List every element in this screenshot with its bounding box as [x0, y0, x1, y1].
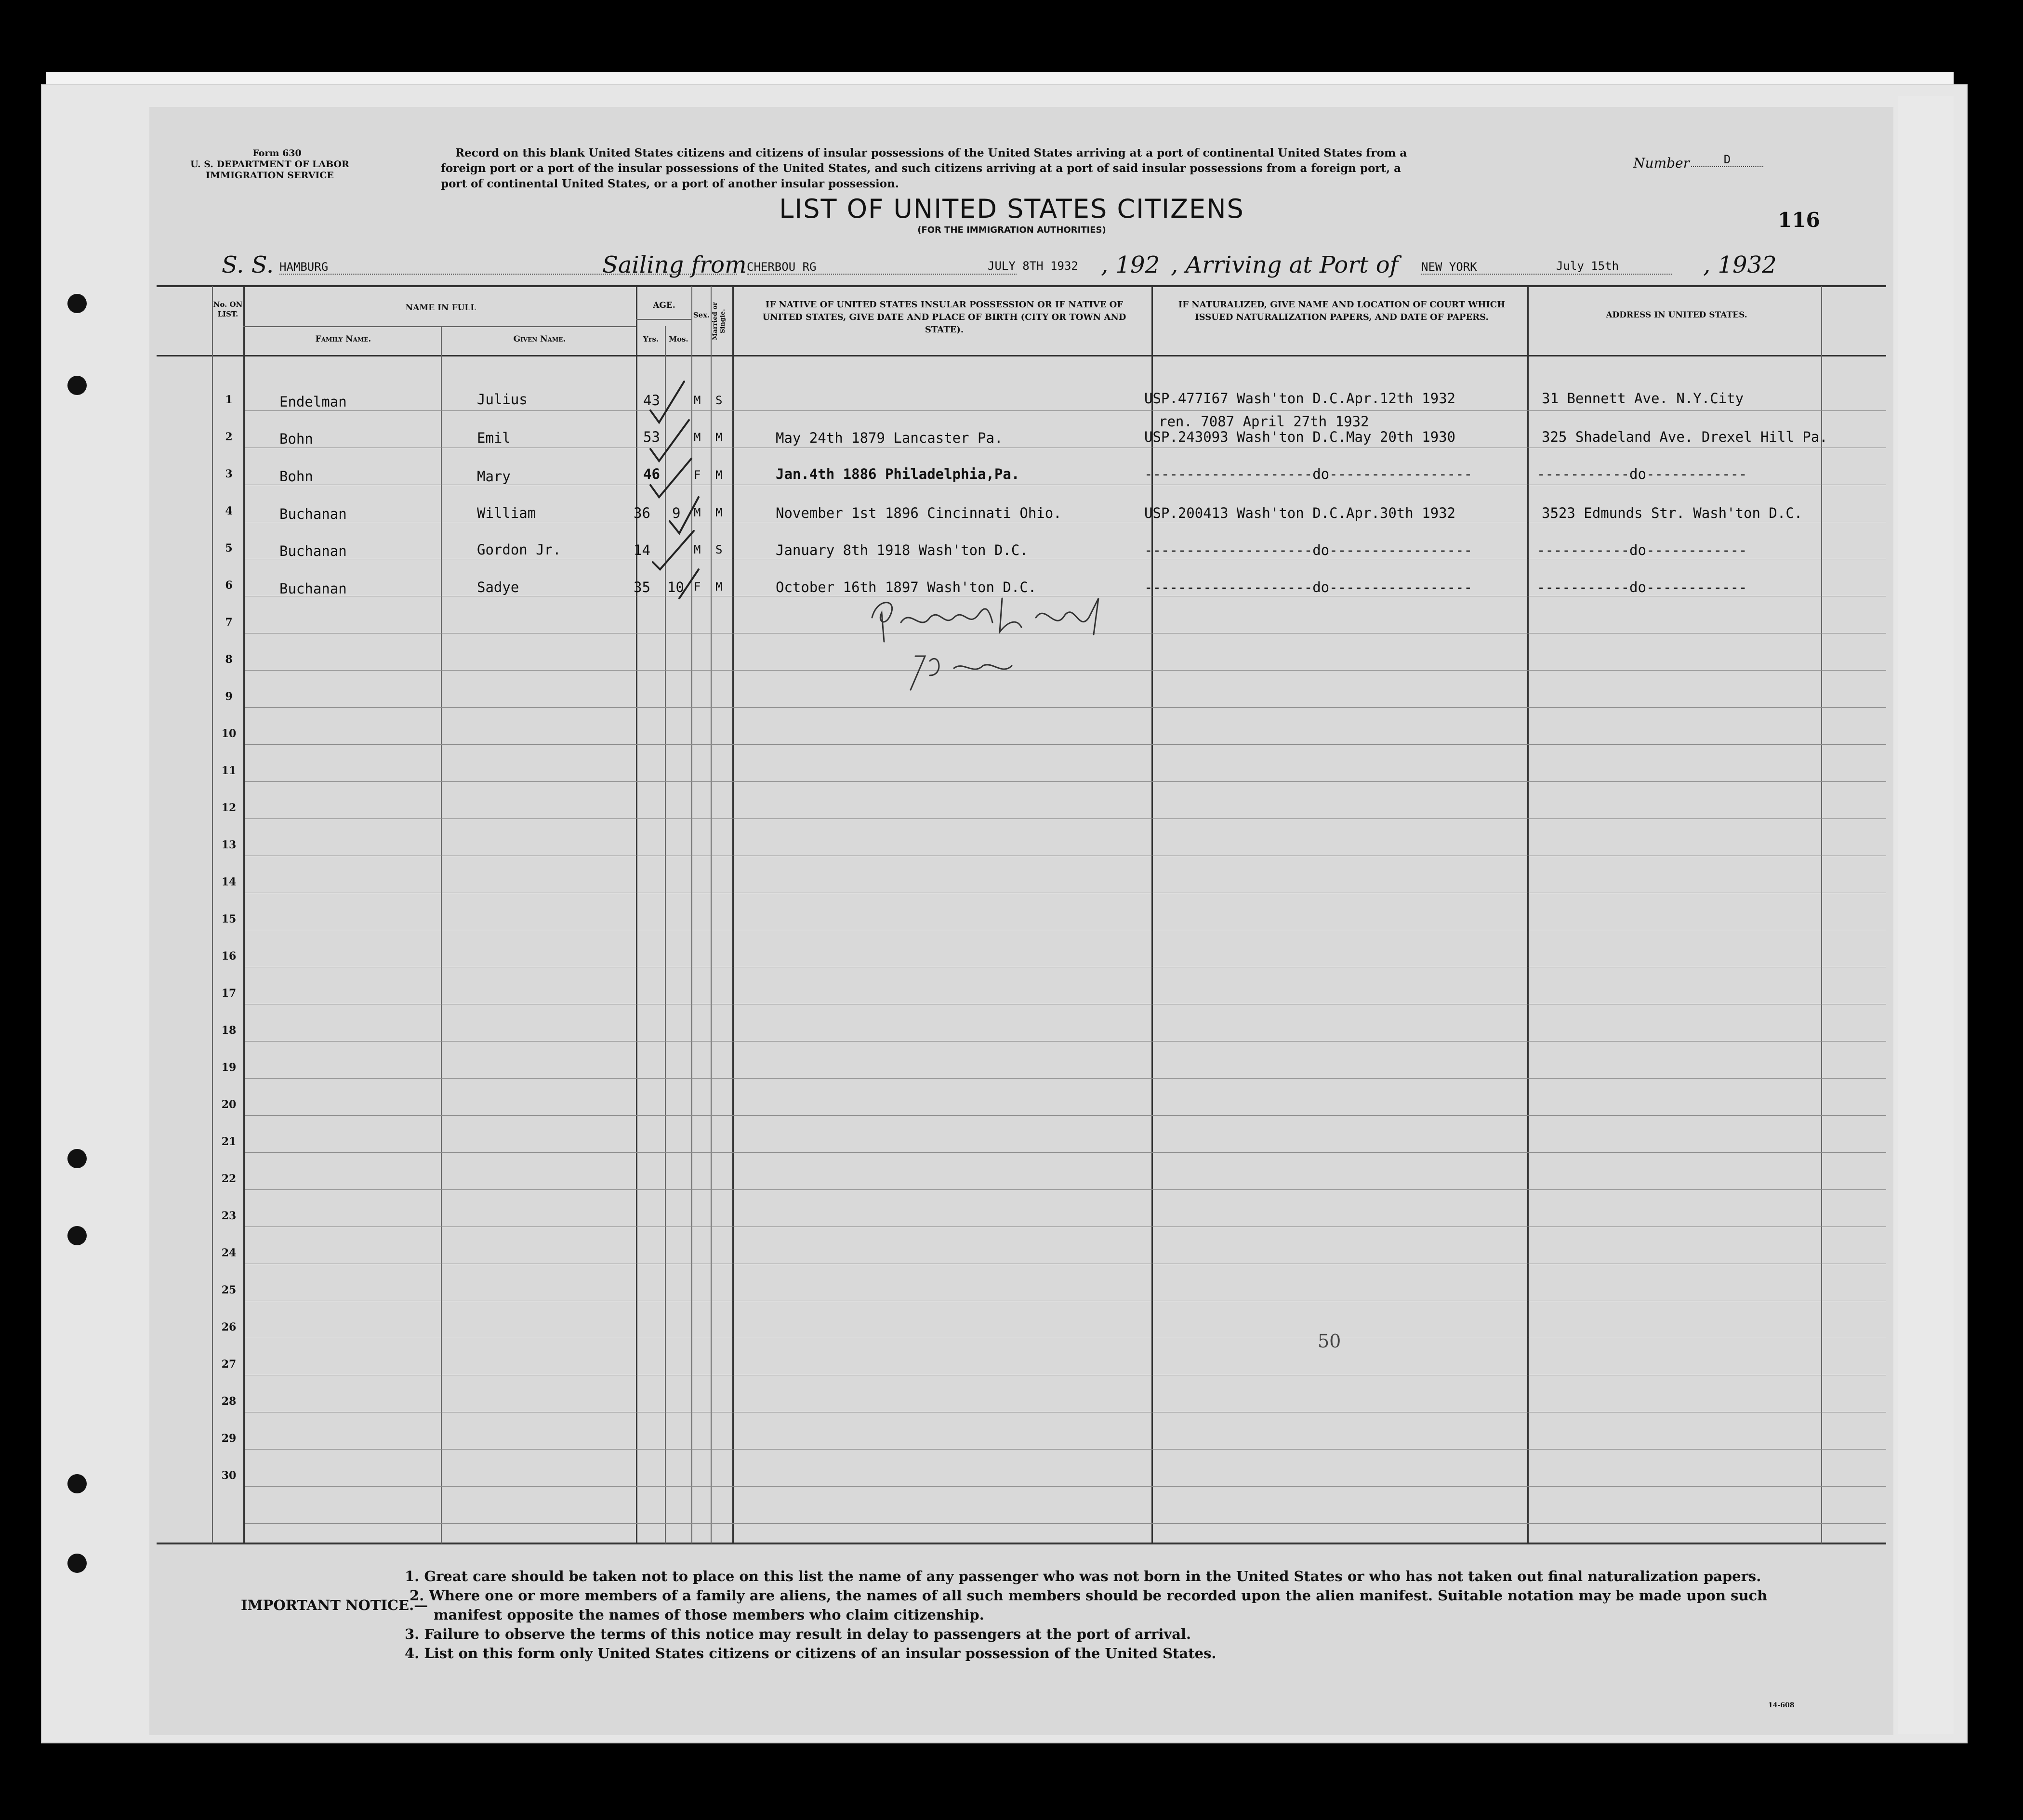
notice-item: 1. Great care should be taken not to place on this list the name of any passenger who was not born in the United States or who has not taken out final naturalization papers. [405, 1568, 1761, 1584]
given-name: Gordon Jr. [477, 541, 561, 558]
header-name-in-full: NAME IN FULL [405, 303, 476, 313]
sex: M [694, 506, 701, 519]
row-number: 30 [221, 1469, 237, 1482]
notice-item: 4. List on this form only United States citizens or citizens of an insular possession of the United States. [405, 1645, 1216, 1662]
row-number: 5 [225, 542, 233, 554]
age-years: 36 [634, 505, 650, 521]
notice-item: manifest opposite the names of those members who claim citizenship. [434, 1607, 984, 1623]
binder-hole [67, 1474, 87, 1493]
row-number: 29 [221, 1432, 237, 1445]
given-name: Mary [477, 468, 511, 485]
row-number: 17 [221, 987, 237, 1000]
row-number: 25 [221, 1284, 237, 1296]
binder-hole [67, 1149, 87, 1168]
column-divider [1527, 286, 1529, 1543]
marital-status: M [715, 580, 723, 593]
header-no: No. ON LIST. [213, 300, 243, 318]
family-name: Buchanan [279, 543, 347, 559]
row-number: 6 [225, 579, 233, 592]
row-number: 4 [225, 505, 233, 517]
notice-item: 3. Failure to observe the terms of this notice may result in delay to passengers at the port of arrival. [405, 1626, 1191, 1642]
birth-details: January 8th 1918 Wash'ton D.C. [776, 542, 1028, 558]
birth-details: November 1st 1896 Cincinnati Ohio. [776, 505, 1062, 521]
header-family-name: Family Name. [315, 334, 371, 344]
row-rule [245, 707, 1886, 708]
us-address: 325 Shadeland Ave. Drexel Hill Pa. [1542, 429, 1828, 445]
row-number: 20 [221, 1098, 237, 1111]
row-number: 13 [221, 839, 237, 851]
row-rule [245, 1449, 1886, 1450]
given-name: Sadye [477, 579, 519, 595]
binder-hole [67, 294, 87, 313]
column-divider [212, 286, 213, 1543]
given-name: Julius [477, 391, 528, 408]
row-number: 27 [221, 1358, 237, 1371]
row-number: 2 [225, 431, 233, 443]
notice-title: IMPORTANT NOTICE.— [241, 1597, 428, 1613]
binder-hole [67, 1226, 87, 1245]
header-given-name: Given Name. [513, 334, 566, 344]
marital-status: M [715, 506, 723, 519]
birth-details: May 24th 1879 Lancaster Pa. [776, 430, 1003, 446]
row-number: 19 [221, 1061, 237, 1074]
sex: F [694, 580, 701, 593]
number-label: Number [1633, 155, 1690, 171]
header-address: ADDRESS IN UNITED STATES. [1606, 310, 1747, 320]
row-number: 24 [221, 1247, 237, 1259]
form-number: Form 630 [252, 148, 302, 158]
sailing-port: CHERBOU RG [747, 260, 1017, 275]
table-top-border [157, 285, 1886, 287]
row-rule [245, 1189, 1886, 1190]
column-divider [441, 326, 442, 1543]
number-value: D [1691, 153, 1763, 167]
row-number: 11 [221, 765, 237, 777]
us-address: 3523 Edmunds Str. Wash'ton D.C. [1542, 505, 1803, 521]
sailing-year-print: , 192 [1101, 251, 1160, 278]
checkmark [650, 459, 691, 497]
header-sex: Sex. [693, 311, 710, 319]
row-rule [245, 1486, 1886, 1487]
record-line: Record on this blank United States citizens and citizens of insular possessions of the United States arriving at a port of continental United States from a [455, 146, 1407, 159]
checkmark [679, 569, 699, 598]
us-address: -----------do------------ [1537, 579, 1747, 595]
row-number: 9 [225, 690, 233, 703]
age-years: 43 [643, 392, 660, 409]
row-number: 21 [221, 1135, 237, 1148]
row-rule [245, 1523, 1886, 1524]
row-rule [245, 818, 1886, 819]
row-rule [245, 410, 1886, 411]
ship-name: HAMBURG [279, 260, 737, 275]
table-bottom-border [157, 1543, 1886, 1544]
marital-status: M [715, 431, 723, 444]
row-rule [245, 744, 1886, 745]
naturalization: USP.243093 Wash'ton D.C.May 20th 1930 [1144, 429, 1456, 445]
row-number: 8 [225, 653, 233, 666]
inspector-signature [862, 589, 1171, 704]
us-address: 31 Bennett Ave. N.Y.City [1542, 390, 1744, 407]
manifest-page [149, 107, 1893, 1735]
row-number: 1 [225, 394, 233, 406]
age-years: 53 [643, 429, 660, 445]
arrival-year-print: , 1932 [1703, 251, 1777, 278]
row-number: 23 [221, 1210, 237, 1222]
row-rule [245, 781, 1886, 782]
column-divider [732, 286, 734, 1543]
checkmark [650, 382, 684, 422]
department: U. S. DEPARTMENT OF LABOR [190, 159, 349, 170]
sheet-number: 116 [1778, 208, 1820, 232]
row-number: 7 [225, 616, 233, 629]
row-rule [245, 1078, 1886, 1079]
family-name: Buchanan [279, 506, 347, 522]
row-number: 15 [221, 913, 237, 925]
row-number: 16 [221, 950, 237, 963]
row-number: 14 [221, 876, 237, 888]
row-rule [245, 1115, 1886, 1116]
header-birth: IF NATIVE OF UNITED STATES INSULAR POSSESSION OR IF NATIVE OF UNITED STATES, GIVE DATE AND PLACE OF BIRTH (CITY OR TOWN AND STATE). [762, 300, 1126, 335]
sex: F [694, 468, 701, 482]
sex: M [694, 431, 701, 444]
row-rule [245, 1041, 1886, 1042]
age-years: 14 [634, 542, 650, 558]
notice-item: 2. Where one or more members of a family are aliens, the names of all such members should be recorded upon the alien manifest. Suitable notation may be made upon such [410, 1587, 1768, 1604]
arrival-date: July 15th [1556, 259, 1619, 273]
column-divider [636, 286, 637, 1543]
family-name: Bohn [279, 468, 313, 485]
us-address: -----------do------------ [1537, 542, 1747, 558]
column-divider [243, 286, 245, 1543]
header-mos: Mos. [669, 335, 688, 343]
page-subtitle: (FOR THE IMMIGRATION AUTHORITIES) [917, 225, 1106, 235]
us-address: -----------do------------ [1537, 466, 1747, 482]
naturalization: USP.200413 Wash'ton D.C.Apr.30th 1932 [1144, 505, 1456, 521]
naturalization: --------------------do----------------- [1144, 579, 1472, 595]
sailing-date: JULY 8TH 1932 [988, 259, 1078, 273]
arrival-port: NEW YORK [1421, 260, 1672, 275]
family-name: Endelman [279, 394, 347, 410]
checkmark [670, 497, 699, 533]
binder-hole [67, 376, 87, 395]
stamp-number: 50 [1318, 1331, 1341, 1352]
binder-hole [67, 1554, 87, 1573]
age-months: 10 [667, 579, 684, 595]
column-divider [1821, 286, 1822, 1543]
header-age: AGE. [653, 301, 675, 310]
record-line: port of continental United States, or a port of another insular possession. [441, 177, 899, 190]
marital-status: M [715, 468, 723, 482]
header-naturalized: IF NATURALIZED, GIVE NAME AND LOCATION OF COURT WHICH ISSUED NATURALIZATION PAPERS, AND DATE OF PAPERS. [1178, 300, 1506, 322]
row-number: 10 [221, 727, 237, 740]
notice-list [405, 1567, 1874, 1663]
arriving-label: , Arriving at Port of [1171, 251, 1399, 278]
row-number: 28 [221, 1395, 237, 1408]
naturalization: USP.477I67 Wash'ton D.C.Apr.12th 1932 [1144, 390, 1456, 407]
renewal-note: ren. 7087 April 27th 1932 [1159, 413, 1369, 430]
row-rule [245, 1152, 1886, 1153]
given-name: William [477, 505, 536, 521]
row-number: 26 [221, 1321, 237, 1333]
sub-header-line [636, 319, 691, 320]
sailing-label: Sailing from [602, 251, 747, 278]
age-years: 46 [643, 466, 660, 482]
family-name: Buchanan [279, 580, 347, 597]
row-number: 22 [221, 1173, 237, 1185]
header-married-single: Married or Single. [712, 302, 727, 341]
naturalization: --------------------do----------------- [1144, 542, 1472, 558]
sex: M [694, 543, 701, 556]
row-number: 18 [221, 1024, 237, 1037]
marital-status: S [715, 394, 723, 407]
record-instructions [441, 145, 1718, 192]
ss-label: S. S. [222, 251, 274, 278]
row-number: 3 [225, 468, 233, 480]
table-header-border [157, 355, 1886, 356]
naturalization: --------------------do----------------- [1144, 466, 1472, 482]
row-number: 12 [221, 802, 237, 814]
checkmark-annotations [646, 367, 727, 608]
service: IMMIGRATION SERVICE [206, 170, 334, 181]
record-line: foreign port or a port of the insular possessions of the United States, and such citizens arriving at a port of said insular possessions from a foreign port, a [441, 162, 1402, 175]
family-name: Bohn [279, 431, 313, 447]
checkmark [653, 531, 694, 569]
sub-header-line [243, 326, 636, 327]
marital-status: S [715, 543, 723, 556]
checkmark [650, 420, 689, 461]
page-title: LIST OF UNITED STATES CITIZENS [779, 194, 1244, 224]
age-years: 35 [634, 579, 650, 595]
form-code: 14-608 [1768, 1701, 1795, 1709]
birth-details: October 16th 1897 Wash'ton D.C. [776, 579, 1037, 595]
binder-right-edge [1898, 96, 1954, 1734]
given-name: Emil [477, 430, 511, 446]
age-months: 9 [672, 505, 681, 521]
sex: M [694, 394, 701, 407]
birth-details: Jan.4th 1886 Philadelphia,Pa. [776, 466, 1020, 482]
header-yrs: Yrs. [643, 335, 659, 343]
